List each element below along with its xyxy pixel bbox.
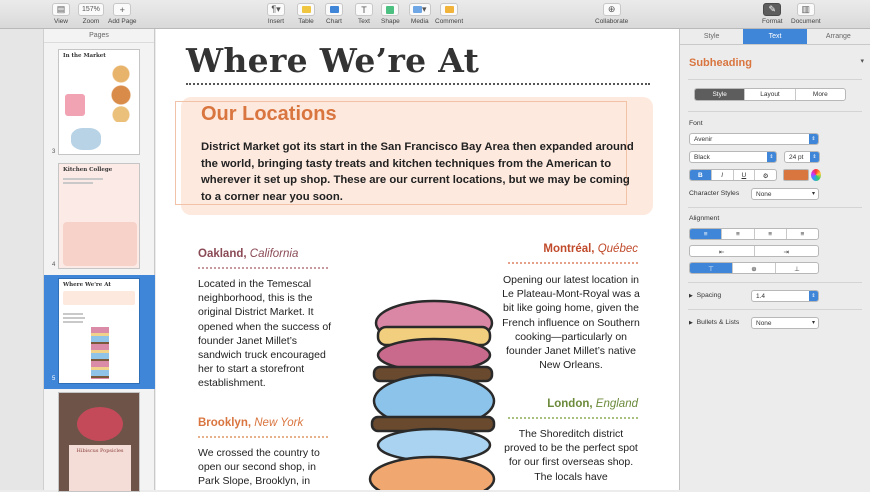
align-right-icon[interactable]: ≡ (755, 229, 787, 239)
zoom-value[interactable]: 157% (78, 3, 104, 16)
comment-icon (440, 3, 458, 16)
increase-indent-icon[interactable]: ⇥ (783, 249, 789, 256)
tab-text[interactable]: Text (743, 29, 806, 44)
align-left-icon[interactable]: ≡ (690, 229, 722, 239)
plus-icon: + (113, 3, 131, 16)
location-region: California (249, 248, 299, 260)
page-number: 3 (52, 149, 56, 155)
location-region: England (595, 398, 638, 410)
toolbar (0, 0, 870, 29)
indent-controls (689, 245, 819, 257)
divider (688, 309, 862, 310)
align-center-icon[interactable]: ≡ (722, 229, 754, 239)
thumbnail-text-line (63, 313, 83, 315)
view-button[interactable]: ▤ View (52, 3, 70, 25)
heading-divider (198, 436, 328, 438)
thumbnail-illustration (107, 62, 135, 122)
align-top-icon[interactable]: ⊤ (690, 263, 733, 273)
location-heading-montreal[interactable] (506, 243, 638, 255)
tab-arrange[interactable]: Arrange (825, 33, 851, 40)
location-text-london[interactable]: The Shoreditch district proved to be the perfect spot for our first overseas shop. The locals have (504, 428, 638, 483)
thumbnail-text-line (63, 182, 93, 184)
character-styles-label: Character Styles (689, 190, 740, 197)
shape-icon (381, 3, 399, 16)
document-canvas[interactable] (156, 29, 679, 490)
thumbnail-illustration (77, 407, 123, 441)
paragraph-icon: ¶▾ (267, 3, 285, 16)
document-page[interactable] (156, 29, 679, 490)
tab-style[interactable]: Style (703, 33, 720, 40)
format-inspector (679, 29, 870, 490)
thumbnail-illustration (65, 94, 85, 116)
spacing-field[interactable]: 1.4 ⇕ (751, 290, 819, 302)
format-button[interactable]: ✎ Format (762, 4, 783, 25)
chart-icon (325, 3, 343, 16)
location-city: London, (547, 398, 593, 410)
location-region: New York (254, 417, 304, 429)
zoom-control[interactable]: 157% Zoom (78, 3, 104, 25)
thumbnail-macaron (91, 327, 109, 379)
document-icon: ▥ (797, 3, 815, 16)
chevron-down-icon: ▾ (811, 191, 815, 197)
underline-button[interactable]: U (734, 170, 756, 180)
page-thumbnails-sidebar (44, 29, 155, 490)
font-name-popup[interactable]: Avenir ⇕ (689, 133, 819, 145)
heading-divider (508, 262, 638, 264)
insert-button[interactable]: ¶▾ Insert (267, 4, 285, 25)
location-text-oakland[interactable]: Located in the Temescal neighborhood, this is the original District Market. It opened when the success of founder Janet Millet’s sandwich truck encouraged her to start a storefront establishment. (198, 278, 332, 390)
heading-divider (508, 417, 638, 419)
page-thumbnail-4[interactable] (58, 163, 140, 269)
font-weight-popup[interactable]: Black ⇕ (689, 151, 777, 163)
location-city: Oakland, (198, 248, 247, 260)
bold-button[interactable]: B (690, 170, 712, 180)
vertical-alignment (689, 262, 819, 274)
disclosure-triangle-icon: ▶ (689, 293, 693, 299)
location-heading-oakland[interactable] (198, 248, 298, 260)
subtab-layout[interactable]: Layout (745, 89, 795, 100)
align-middle-icon[interactable]: ⊕ (733, 263, 776, 273)
thumbnail-title: Hibiscus Popsicles (76, 448, 124, 454)
page-thumbnail-3[interactable] (58, 49, 140, 155)
table-button[interactable]: Table (297, 3, 315, 25)
left-gutter (0, 29, 44, 490)
location-heading-london[interactable] (506, 398, 638, 410)
chart-button[interactable]: Chart (325, 3, 343, 25)
divider (688, 111, 862, 112)
alignment-label: Alignment (689, 215, 720, 222)
title-divider (186, 83, 650, 85)
callout-text[interactable]: District Market got its start in the San Francisco Bay Area then expanded around the world, bringing tasty treats and kitchen techniques from the American to wherever it set up shop. These are our current locations, but we may be coming to a corner near you soon. (201, 141, 634, 203)
align-justify-icon[interactable]: ≡ (800, 231, 805, 238)
thumbnail-text-line (63, 178, 103, 180)
location-city: Brooklyn, (198, 417, 252, 429)
divider (688, 79, 862, 80)
table-icon (297, 3, 315, 16)
media-button[interactable]: ▾ Media (410, 4, 429, 25)
location-region: Québec (597, 243, 638, 255)
italic-button[interactable]: I (712, 170, 734, 180)
text-color-well[interactable] (783, 169, 809, 181)
collaborate-icon: ⊕ (603, 3, 621, 16)
page-number: 5 (52, 376, 56, 382)
text-icon: T (355, 3, 373, 16)
inspector-tabs (680, 29, 870, 45)
thumbnail-title: Kitchen College (63, 167, 113, 173)
sidebar-title: Pages (44, 29, 154, 43)
character-styles-popup[interactable]: None ▾ (751, 188, 819, 200)
stepper-icon: ⇕ (810, 152, 819, 162)
location-heading-brooklyn[interactable] (198, 417, 303, 429)
paragraph-style-name[interactable]: Subheading (689, 57, 752, 69)
add-page-button[interactable]: + Add Page (108, 4, 137, 25)
divider (688, 282, 862, 283)
thumbnail-callout (63, 291, 135, 305)
thumbnail-title: Where We're At (63, 282, 111, 288)
comment-button[interactable]: Comment (435, 3, 463, 25)
media-icon: ▾ (409, 3, 431, 16)
bullets-lists-popup[interactable]: None ▾ (751, 317, 819, 329)
thumbnail-text-line (63, 321, 83, 323)
thumbnail-illustration (63, 222, 137, 266)
chevron-down-icon: ▾ (811, 320, 815, 326)
paintbrush-icon: ✎ (763, 3, 781, 16)
decrease-indent-icon[interactable]: ⇤ (690, 246, 755, 256)
divider (688, 207, 862, 208)
page-thumbnail-5[interactable] (58, 278, 140, 384)
chevron-updown-icon: ⇕ (767, 152, 776, 162)
subtab-more[interactable]: More (812, 91, 828, 98)
location-text-montreal[interactable]: Opening our latest location in Le Plateau-Mont-Royal was a bit like going home, given the French influence on Southern cooking—particularly on founder Janet Millet’s native New Orleans. (502, 274, 640, 372)
thumbnail-card (69, 445, 131, 492)
page-thumbnail-6[interactable] (58, 392, 140, 492)
disclosure-triangle-icon: ▶ (689, 320, 693, 326)
bullets-lists-label[interactable]: ▶ Bullets & Lists (689, 319, 740, 326)
subtab-style[interactable]: Style (695, 89, 745, 100)
page-title[interactable]: Where We’re At (186, 41, 480, 80)
collaborate-button[interactable]: ⊕ Collaborate (595, 4, 629, 25)
font-label: Font (689, 120, 703, 127)
page-number: 4 (52, 262, 56, 268)
location-text-brooklyn[interactable]: We crossed the country to open our second shop, in Park Slope, Brooklyn, in (198, 447, 320, 488)
heading-divider (198, 267, 328, 269)
thumbnail-title: In the Market (63, 53, 106, 59)
shape-button[interactable]: Shape (381, 3, 400, 25)
spacing-label[interactable]: ▶ Spacing (689, 292, 722, 299)
chevron-down-icon[interactable]: ▾ (860, 58, 864, 65)
thumbnail-illustration (71, 128, 101, 150)
font-size-field[interactable]: 24 pt ⇕ (784, 151, 820, 163)
text-button[interactable]: T Text (355, 3, 373, 25)
chevron-updown-icon: ⇕ (809, 291, 818, 301)
chevron-updown-icon: ⇕ (809, 134, 818, 144)
color-wheel-icon[interactable] (811, 169, 821, 181)
macaron-stack-illustration[interactable] (364, 297, 504, 490)
sidebar-icon: ▤ (52, 3, 70, 16)
document-button[interactable]: ▥ Document (791, 4, 821, 25)
align-bottom-icon[interactable]: ⊥ (794, 266, 800, 273)
text-subtabs (694, 88, 846, 101)
gear-icon[interactable]: ⚙︎ (762, 173, 769, 180)
thumbnail-text-line (63, 317, 85, 319)
location-city: Montréal, (543, 243, 595, 255)
text-style-buttons (689, 169, 777, 181)
callout-heading[interactable]: Our Locations (201, 103, 337, 125)
horizontal-alignment (689, 228, 819, 240)
